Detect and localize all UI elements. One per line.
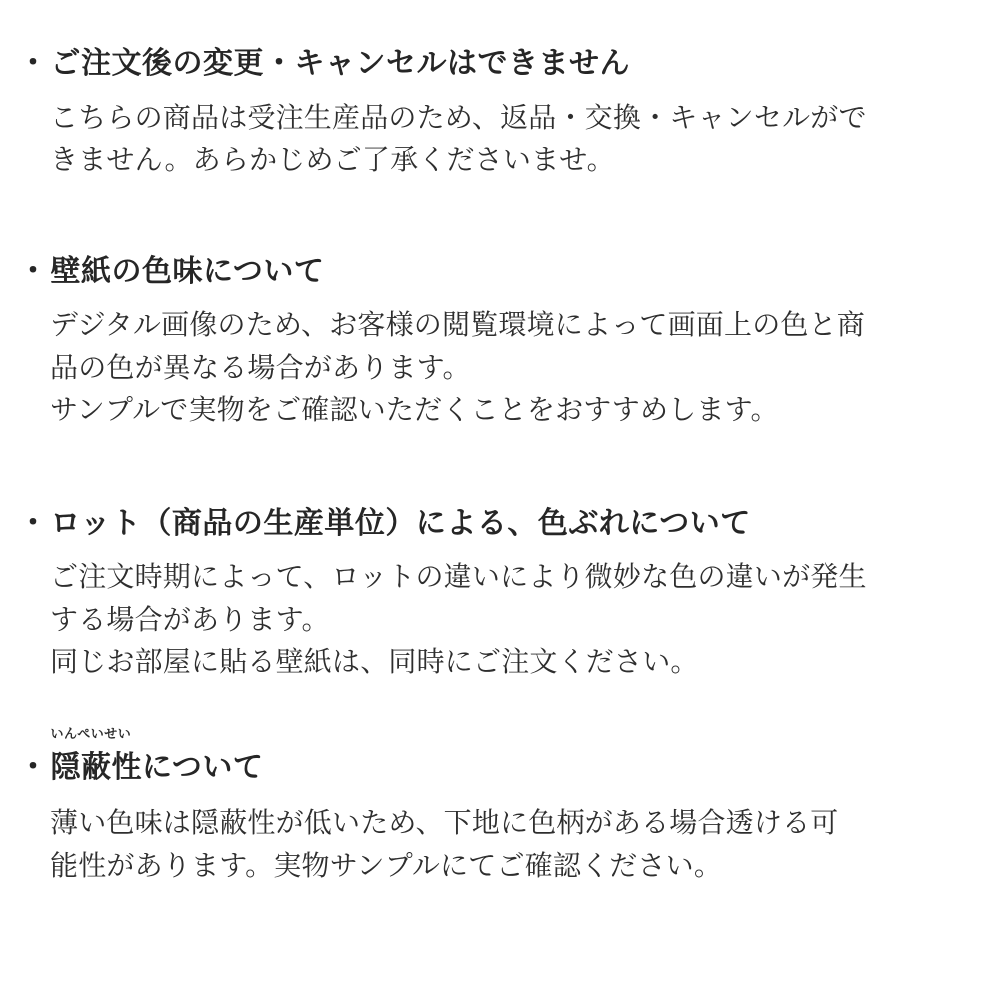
section-heading bbox=[18, 726, 974, 789]
body-line: サンプルで実物をご確認いただくことをおすすめします。 bbox=[50, 393, 779, 427]
section-heading bbox=[18, 252, 974, 293]
section-heading bbox=[18, 504, 974, 545]
section-body bbox=[18, 304, 974, 432]
section-body bbox=[18, 802, 974, 887]
section-heading-text: 壁紙の色味について bbox=[50, 253, 325, 289]
ruby-base-text: 隠蔽性 bbox=[50, 749, 142, 785]
section-heading-text: ご注文後の変更・キャンセルはできません bbox=[50, 46, 630, 81]
ruby-text: いんぺいせい bbox=[50, 726, 132, 742]
body-line: きません。あらかじめご了承くださいませ。 bbox=[50, 143, 615, 177]
section-heading bbox=[18, 44, 974, 85]
bullet-icon: ・ bbox=[18, 749, 49, 785]
section-heading-text: ロット（商品の生産単位）による、色ぶれについて bbox=[50, 505, 751, 541]
notice-section-opacity bbox=[18, 726, 974, 888]
notice-section-wallpaper-color bbox=[18, 252, 974, 432]
body-line: デジタル画像のため、お客様の閲覧環境によって画面上の色と商 bbox=[50, 308, 866, 342]
ruby-annotated-term bbox=[50, 726, 143, 789]
section-body bbox=[18, 556, 974, 684]
section-body bbox=[18, 97, 974, 182]
heading-rest-text: について bbox=[142, 749, 264, 785]
body-line: する場合があります。 bbox=[50, 602, 330, 636]
body-line: 能性があります。実物サンプルにてご確認ください。 bbox=[50, 848, 723, 882]
bullet-icon: ・ bbox=[18, 253, 49, 289]
body-line: 品の色が異なる場合があります。 bbox=[50, 350, 471, 384]
section-heading-text bbox=[50, 726, 975, 789]
body-line: こちらの商品は受注生産品のため、返品・交換・キャンセルがで bbox=[50, 100, 867, 134]
notice-section-lot-variation bbox=[18, 504, 974, 684]
body-line: ご注文時期によって、ロットの違いにより微妙な色の違いが発生 bbox=[50, 560, 867, 594]
notice-section-order-change bbox=[18, 44, 974, 182]
bullet-icon: ・ bbox=[18, 46, 49, 81]
body-line: 薄い色味は隠蔽性が低いため、下地に色柄がある場合透ける可 bbox=[50, 806, 839, 840]
bullet-icon: ・ bbox=[18, 505, 49, 541]
body-line: 同じお部屋に貼る壁紙は、同時にご注文ください。 bbox=[50, 645, 699, 679]
